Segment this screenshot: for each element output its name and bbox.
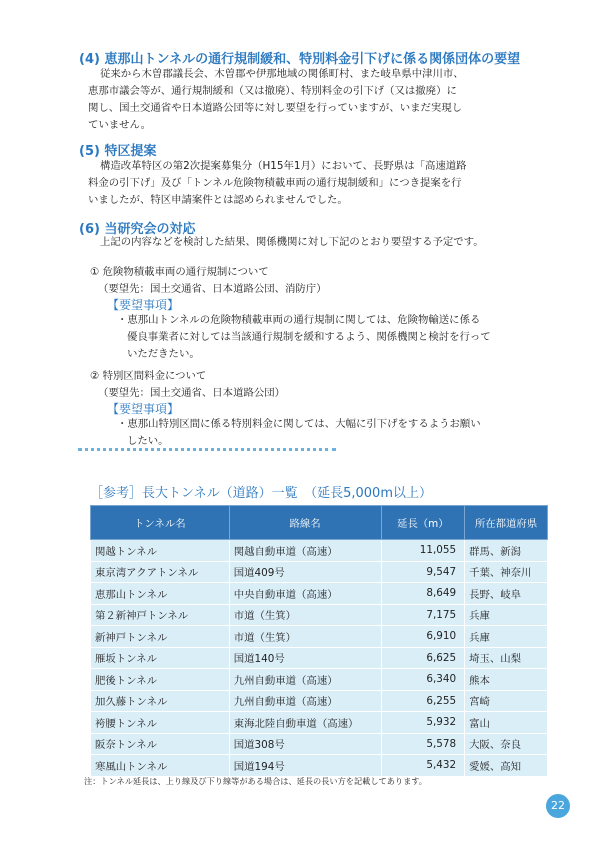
text-line: 従来から木曽郡議長会、木曽郡や伊那地域の関係町村、また岐阜県中津川市、	[100, 68, 464, 80]
table-cell: 群馬、新潟	[465, 540, 548, 562]
table-cell: 埼玉、山梨	[465, 647, 548, 669]
table-note: 注：トンネル延長は、上り線及び下り線等がある場合は、延長の長い方を記載してあります。	[84, 776, 427, 786]
table-cell: 愛媛、高知	[465, 755, 548, 777]
table-row	[91, 583, 548, 605]
column-header: 路線名	[229, 506, 381, 540]
request-label: 【要望事項】	[107, 298, 180, 312]
table-cell: 九州自動車道（高速）	[229, 690, 381, 712]
table-cell: 6,910	[381, 626, 465, 648]
table-cell: 7,175	[381, 604, 465, 626]
table-cell: 長野、岐阜	[465, 583, 548, 605]
table-cell: 6,625	[381, 647, 465, 669]
table-cell: 阪奈トンネル	[91, 733, 230, 755]
section-5-body	[88, 158, 548, 209]
table-cell: 第２新神戸トンネル	[91, 604, 230, 626]
table-cell: 国道308号	[229, 733, 381, 755]
column-header: トンネル名	[91, 506, 230, 540]
table-cell: 6,340	[381, 669, 465, 691]
table-row	[91, 561, 548, 583]
table-cell: 恵那山トンネル	[91, 583, 230, 605]
request-item-target: （要望先：国土交通省、日本道路公団、消防庁）	[98, 283, 327, 295]
table-cell: 雁坂トンネル	[91, 647, 230, 669]
table-cell: 九州自動車道（高速）	[229, 669, 381, 691]
table-cell: 市道（生箕）	[229, 626, 381, 648]
table-body	[91, 540, 548, 777]
request-bullet	[117, 416, 552, 450]
text-line: いただきたい。	[127, 348, 200, 360]
table-cell: 6,255	[381, 690, 465, 712]
table-cell: 国道140号	[229, 647, 381, 669]
table-cell: 富山	[465, 712, 548, 734]
table-cell: 市道（生箕）	[229, 604, 381, 626]
table-row	[91, 626, 548, 648]
text-line: 構造改革特区の第2次提案募集分（H15年1月）において、長野県は「高速道路	[100, 160, 467, 172]
table-cell: 大阪、奈良	[465, 733, 548, 755]
request-label: 【要望事項】	[107, 402, 180, 416]
table-cell: 5,932	[381, 712, 465, 734]
table-cell: 5,578	[381, 733, 465, 755]
table-cell: 宮崎	[465, 690, 548, 712]
request-bullet	[117, 312, 552, 363]
text-line: ていません。	[88, 119, 151, 131]
request-item-2	[90, 368, 285, 402]
table-cell: 国道194号	[229, 755, 381, 777]
table-cell: 11,055	[381, 540, 465, 562]
table-cell: 寒風山トンネル	[91, 755, 230, 777]
table-cell: 東京湾アクアトンネル	[91, 561, 230, 583]
text-line: ・恵那山トンネルの危険物積載車両の通行規制に関しては、危険物輸送に係る	[117, 314, 481, 326]
text-line: 料金の引下げ」及び「トンネル危険物積載車両の通行規制緩和」につき提案を行	[88, 177, 462, 189]
text-line: 関し、国土交通省や日本道路公団等に対し要望を行っていますが、いまだ実現し	[88, 102, 463, 114]
column-header: 延長（m）	[381, 506, 465, 540]
section-6-heading: (6) 当研究会の対応	[79, 222, 196, 237]
request-item-title: ① 危険物積載車両の通行規制について	[90, 266, 269, 278]
column-header: 所在都道府県	[465, 506, 548, 540]
table-cell: 熊本	[465, 669, 548, 691]
table-header-row	[91, 506, 548, 540]
page-number: 22	[546, 794, 570, 818]
table-row	[91, 647, 548, 669]
table-cell: 東海北陸自動車道（高速）	[229, 712, 381, 734]
table-cell: 5,432	[381, 755, 465, 777]
table-row	[91, 755, 548, 777]
section-4-body	[88, 66, 548, 134]
tunnel-table	[90, 505, 548, 777]
table-cell: 兵庫	[465, 626, 548, 648]
section-4-heading: (4) 恵那山トンネルの通行規制緩和、特別料金引下げに係る関係団体の要望	[79, 52, 521, 67]
table-row	[91, 604, 548, 626]
text-line: 上記の内容などを検討した結果、関係機関に対し下記のとおり要望する予定です。	[100, 236, 484, 248]
table-cell: 新神戸トンネル	[91, 626, 230, 648]
table-row	[91, 712, 548, 734]
text-line: したい。	[127, 435, 169, 447]
reference-title: ［参考］長大トンネル（道路）一覧 （延長5,000m以上）	[90, 486, 432, 501]
request-item-title: ② 特別区間料金について	[90, 370, 207, 382]
table-cell: 国道409号	[229, 561, 381, 583]
table-cell: 袴腰トンネル	[91, 712, 230, 734]
table-row	[91, 540, 548, 562]
text-line: 恵那市議会等が、通行規制緩和（又は撤廃）、特別料金の引下げ（又は撤廃）に	[88, 85, 457, 97]
text-line: 優良事業者に対しては当該通行規制を緩和するよう、関係機関と検討を行って	[127, 331, 491, 343]
text-line: ・恵那山特別区間に係る特別料金に関しては、大幅に引下げをするようお願い	[117, 418, 481, 430]
section-5-heading: (5) 特区提案	[79, 144, 157, 159]
table-cell: 9,547	[381, 561, 465, 583]
request-item-1	[90, 264, 327, 298]
section-6-body	[88, 234, 548, 251]
table-cell: 肥後トンネル	[91, 669, 230, 691]
table-cell: 関越トンネル	[91, 540, 230, 562]
table-row	[91, 690, 548, 712]
table-row	[91, 669, 548, 691]
table-cell: 関越自動車道（高速）	[229, 540, 381, 562]
table-cell: 千葉、神奈川	[465, 561, 548, 583]
text-line: いましたが、特区申請案件とは認められませんでした。	[88, 194, 348, 206]
table-cell: 中央自動車道（高速）	[229, 583, 381, 605]
table-cell: 8,649	[381, 583, 465, 605]
table-cell: 加久藤トンネル	[91, 690, 230, 712]
table-cell: 兵庫	[465, 604, 548, 626]
table-row	[91, 733, 548, 755]
dotted-divider	[78, 448, 336, 451]
request-item-target: （要望先：国土交通省、日本道路公団）	[98, 387, 286, 399]
